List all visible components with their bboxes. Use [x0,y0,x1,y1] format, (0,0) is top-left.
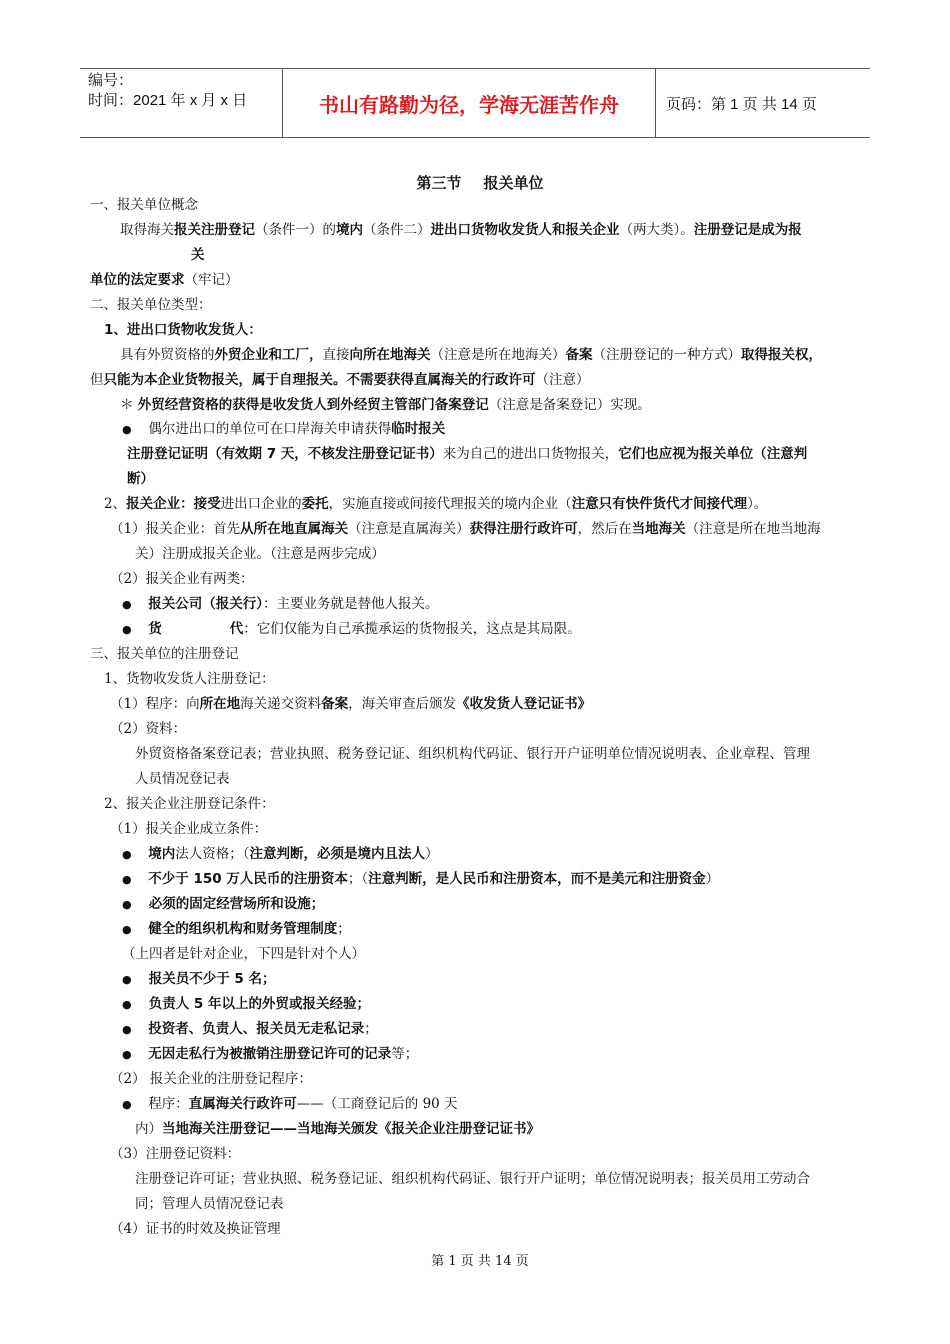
heading-3: 三、报关单位的注册登记 [90,646,239,662]
heading-1: 一、报关单位概念 [90,197,198,213]
conditions-note: （上四者是针对企业，下四是针对个人） [122,946,365,962]
page-footer: 第 1 页 共 14 页 [431,1254,529,1269]
page-label: 页码：第 1 页 共 14 页 [666,95,817,113]
bullet-freight-forwarder: ● 货 代：它们仅能为自己承揽承运的货物报关，这点是其局限。 [122,620,581,639]
item-3-2-1: （1）报关企业成立条件： [110,821,268,837]
bullet-temp-customs: ● 偶尔进出口的单位可在口岸海关申请获得临时报关 [122,420,445,439]
para-2-1-line-2: 但只能为本企业货物报关，属于自理报关。不需要获得直属海关的行政许可（注意） [90,372,590,388]
item-3-2-3: （3）注册登记资料： [110,1146,241,1162]
item-3-1-1: （1）程序：向所在地海关递交资料备案，海关审查后颁发《收发货人登记证书》 [110,696,592,712]
condition-8: ● 无因走私行为被撤销注册登记许可的记录等； [122,1045,418,1064]
bullet-temp-customs-wrap: 断） [127,471,154,487]
motto: 书山有路勤为径，学海无涯苦作舟 [283,69,656,137]
condition-7: ● 投资者、负责人、报关员无走私记录； [122,1020,378,1039]
para-1-line-1: 取得海关报关注册登记（条件一）的境内（条件二）进出口货物收发货人和报关企业（两大类）。注册登记是成为报 [120,222,802,238]
procedure-bullet: ● 程序：直属海关行政许可——（工商登记后的 90 天 [122,1095,458,1114]
item-2-2: 2、报关企业：接受进出口企业的委托，实施直接或间接代理报关的境内企业（注意只有快件货代才间接代理）。 [104,496,768,512]
para-1-wrap: 关 [191,247,205,263]
item-2-2-1: （1）报关企业：首先从所在地直属海关（注意是直属海关）获得注册行政许可，然后在当地海关（注意是所在地当地海 [110,521,821,537]
condition-4: ● 健全的组织机构和财务管理制度； [122,920,351,939]
header-left-cell [80,69,283,137]
registration-materials-1: 注册登记许可证；营业执照、税务登记证、组织机构代码证、银行开户证明；单位情况说明表；报关员用工劳动合 [135,1171,810,1187]
section-title [0,172,950,193]
procedure-bullet-cont: 内）当地海关注册登记——当地海关颁发《报关企业注册登记证书》 [135,1121,540,1137]
item-2-1: 1、进出口货物收发货人： [104,322,262,338]
header-table [80,68,870,138]
condition-2: ● 不少于 150 万人民币的注册资本；（注意判断，是人民币和注册资本，而不是美元和注册资金） [122,870,719,889]
condition-5: ● 报关员不少于 5 名； [122,970,276,989]
note-line: ＊ 外贸经营资格的获得是收发货人到外经贸主管部门备案登记（注意是备案登记）实现。 [120,397,651,413]
para-2-1-line-1: 具有外贸资格的外贸企业和工厂，直接向所在地海关（注意是所在地海关）备案（注册登记的一种方式）取得报关权， [120,347,822,363]
date-label: 时间：2021 年 x 月 x 日 [88,92,248,109]
para-1-line-2: 单位的法定要求（牢记） [90,272,239,288]
heading-2: 二、报关单位类型： [90,297,212,313]
item-3-1: 1、货物收发货人注册登记： [104,671,275,687]
item-2-2-1-wrap: 关）注册成报关企业。（注意是两步完成） [135,546,385,562]
materials-line-2: 人员情况登记表 [135,771,230,787]
registration-materials-2: 同；管理人员情况登记表 [135,1196,284,1212]
item-3-1-2: （2）资料： [110,721,187,737]
bullet-temp-customs-cont: 注册登记证明（有效期 7 天，不核发注册登记证书）来为自己的进出口货物报关，它们也应视为报关单位（注意判 [127,446,808,462]
section-name: 报关单位 [483,174,544,192]
materials-line-1: 外贸资格备案登记表；营业执照、税务登记证、组织机构代码证、银行开户证明单位情况说明表、企业章程、管理 [135,746,810,762]
number-label: 编号： [88,72,134,89]
item-3-2-2: （2） 报关企业的注册登记程序： [110,1071,312,1087]
condition-1: ● 境内法人资格；（注意判断，必须是境内且法人） [122,845,439,864]
condition-6: ● 负责人 5 年以上的外贸或报关经验； [122,995,370,1014]
item-3-2: 2、报关企业注册登记条件： [104,796,275,812]
item-2-2-2: （2）报关企业有两类： [110,571,254,587]
condition-3: ● 必须的固定经营场所和设施； [122,895,324,914]
section-number: 第三节 [416,174,462,192]
item-3-2-4: （4）证书的时效及换证管理 [110,1221,281,1237]
bullet-customs-broker: ● 报关公司（报关行）：主要业务就是替他人报关。 [122,595,439,614]
